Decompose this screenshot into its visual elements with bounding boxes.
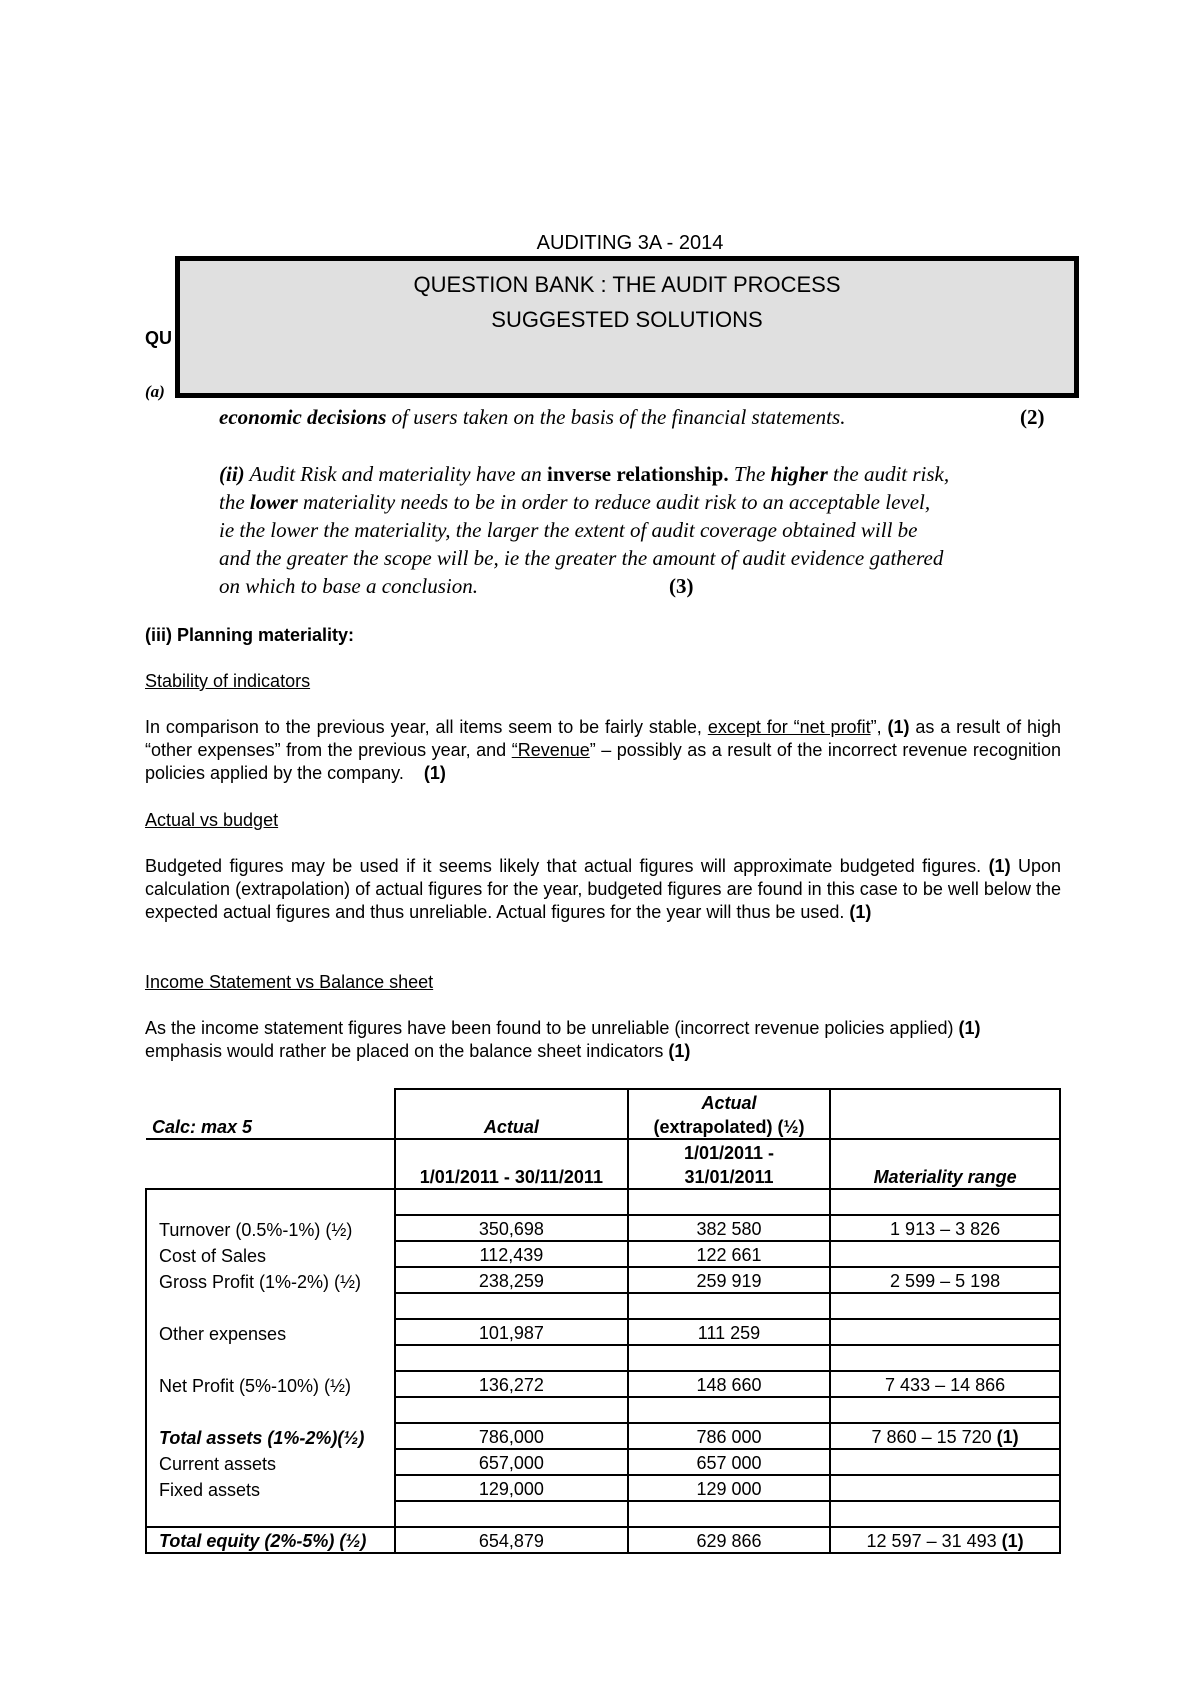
table-row — [146, 1423, 1060, 1449]
paragraph-text: as a result of high “other expenses” from the previous year, and — [145, 717, 1061, 760]
underlined-text: except for “net profit — [707, 717, 871, 737]
cell-range — [830, 1449, 1060, 1475]
cell-extrap: 629 866 — [628, 1527, 830, 1553]
banner-title: QUESTION BANK : THE AUDIT PROCESS — [413, 272, 841, 297]
underlined-text: “Revenue — [511, 740, 590, 760]
part-ii-bold-lower: lower — [249, 490, 298, 514]
table-row — [146, 1241, 1060, 1267]
col-actual: Actual — [395, 1089, 628, 1139]
mark: (1) — [849, 902, 872, 922]
row-label: Current assets — [146, 1449, 395, 1475]
cell-extrap: 122 661 — [628, 1241, 830, 1267]
mark: (1) — [887, 717, 910, 737]
row-label: Total assets (1%-2%)(½) — [146, 1423, 395, 1449]
cell-actual: 786,000 — [395, 1423, 628, 1449]
row-label: Cost of Sales — [146, 1241, 395, 1267]
table-row — [146, 1215, 1060, 1241]
part-i-marks: (2) — [1020, 405, 1045, 429]
mark: (1) — [423, 763, 446, 783]
cell-range: 7 433 – 14 866 — [830, 1371, 1060, 1397]
budget-heading: Actual vs budget — [145, 810, 279, 830]
part-iii-heading: (iii) Planning materiality: — [145, 625, 355, 645]
cell-extrap: 657 000 — [628, 1449, 830, 1475]
question-label-peek: QU — [145, 328, 172, 348]
part-ii-text: the — [219, 490, 250, 514]
mark: (1) — [958, 1018, 981, 1038]
table-row — [146, 1449, 1060, 1475]
cell-range: 2 599 – 5 198 — [830, 1267, 1060, 1293]
cell-actual: 238,259 — [395, 1267, 628, 1293]
table-row — [146, 1527, 1060, 1553]
calc-label: Calc: max 5 — [146, 1089, 395, 1139]
stability-heading: Stability of indicators — [145, 671, 311, 691]
row-label: Net Profit (5%-10%) (½) — [146, 1371, 395, 1397]
cell-actual: 350,698 — [395, 1215, 628, 1241]
row-label: Turnover (0.5%-1%) (½) — [146, 1215, 395, 1241]
part-ii-text: The — [728, 462, 771, 486]
cell-extrap: 786 000 — [628, 1423, 830, 1449]
table-period-row — [146, 1139, 1060, 1164]
mark: (1) — [668, 1041, 691, 1061]
part-a-label-peek: (a) — [145, 382, 165, 401]
part-ii-text: the audit risk, — [827, 462, 950, 486]
period-extrap-2: 31/01/2011 — [628, 1164, 830, 1189]
paragraph-text: emphasis would rather be placed on the balance sheet indicators — [145, 1041, 669, 1061]
materiality-table — [145, 1088, 1061, 1554]
period-extrap-1: 1/01/2011 - — [628, 1139, 830, 1164]
banner-subtitle: SUGGESTED SOLUTIONS — [491, 307, 763, 332]
part-ii-text: materiality needs to be in order to reduce audit risk to an acceptable level, — [297, 490, 931, 514]
part-ii-bold-inverse: inverse relationship. — [546, 462, 729, 486]
cell-range — [830, 1241, 1060, 1267]
mark: (1) — [988, 856, 1011, 876]
cell-extrap: 259 919 — [628, 1267, 830, 1293]
paragraph-text: In comparison to the previous year, all items seem to be fairly stable, — [145, 717, 708, 737]
cell-range — [830, 1423, 1060, 1449]
cell-actual: 654,879 — [395, 1527, 628, 1553]
period-actual: 1/01/2011 - 30/11/2011 — [395, 1139, 628, 1189]
part-ii-label: (ii) — [219, 462, 245, 486]
cell-actual: 657,000 — [395, 1449, 628, 1475]
range-text: 7 860 – 15 720 — [871, 1427, 997, 1447]
part-ii-text: Audit Risk and materiality have an — [244, 462, 547, 486]
cell-range — [830, 1475, 1060, 1501]
table-row — [146, 1371, 1060, 1397]
part-ii-line5: on which to base a conclusion. — [219, 574, 478, 598]
cell-actual: 136,272 — [395, 1371, 628, 1397]
row-label: Total equity (2%-5%) (½) — [146, 1527, 395, 1553]
col-extrap-1: Actual — [628, 1089, 830, 1114]
paragraph-text: Budgeted figures may be used if it seems likely that actual figures will approximate budgeted figures. — [145, 856, 989, 876]
table-row — [146, 1475, 1060, 1501]
paragraph-text: As the income statement figures have been found to be unreliable (incorrect revenue policies applied) — [145, 1018, 959, 1038]
cell-extrap: 129 000 — [628, 1475, 830, 1501]
mark: (1) — [996, 1427, 1019, 1447]
cell-actual: 112,439 — [395, 1241, 628, 1267]
income-paragraph — [145, 1017, 1061, 1063]
income-heading: Income Statement vs Balance sheet — [145, 972, 434, 992]
row-label: Other expenses — [146, 1319, 395, 1345]
cell-range: 1 913 – 3 826 — [830, 1215, 1060, 1241]
table-header-row — [146, 1089, 1060, 1114]
mark: (1) — [1001, 1531, 1024, 1551]
range-text: 12 597 – 31 493 — [866, 1531, 1002, 1551]
col-materiality-range: Materiality range — [830, 1139, 1060, 1189]
page-title: AUDITING 3A - 2014 — [536, 232, 724, 254]
part-ii-answer — [219, 460, 1099, 600]
part-ii-bold-higher: higher — [770, 462, 828, 486]
cell-actual: 101,987 — [395, 1319, 628, 1345]
paragraph-text: Upon calculation (extrapolation) of actual figures for the year, budgeted figures are found in this case to be well below the expected actual figures and thus unreliable. Actual figures for the year will thus be used. — [145, 856, 1061, 922]
paragraph-text: ” – possibly as a result of the incorrect revenue recognition policies applied by the company. — [145, 740, 1061, 783]
part-ii-line1 — [219, 460, 1099, 488]
header-banner — [175, 256, 1079, 398]
part-ii-line4: and the greater the scope will be, ie the greater the amount of audit evidence gathered — [219, 546, 944, 570]
cell-range — [830, 1527, 1060, 1553]
cell-extrap: 111 259 — [628, 1319, 830, 1345]
part-ii-marks: (3) — [669, 574, 694, 598]
part-i-answer — [219, 403, 1049, 431]
part-i-text: of users taken on the basis of the financial statements. — [386, 405, 846, 429]
col-extrap-2: (extrapolated) (½) — [628, 1114, 830, 1139]
stability-paragraph — [145, 716, 1061, 785]
row-label: Fixed assets — [146, 1475, 395, 1501]
cell-range — [830, 1319, 1060, 1345]
part-i-bold: economic decisions — [219, 405, 387, 429]
cell-actual: 129,000 — [395, 1475, 628, 1501]
cell-extrap: 148 660 — [628, 1371, 830, 1397]
table-row — [146, 1319, 1060, 1345]
cell-extrap: 382 580 — [628, 1215, 830, 1241]
paragraph-text: ”, — [870, 717, 888, 737]
row-label: Gross Profit (1%-2%) (½) — [146, 1267, 395, 1293]
table-row — [146, 1267, 1060, 1293]
part-ii-line3: ie the lower the materiality, the larger the extent of audit coverage obtained will be — [219, 518, 918, 542]
part-ii-line2 — [219, 488, 1099, 516]
budget-paragraph — [145, 855, 1061, 924]
